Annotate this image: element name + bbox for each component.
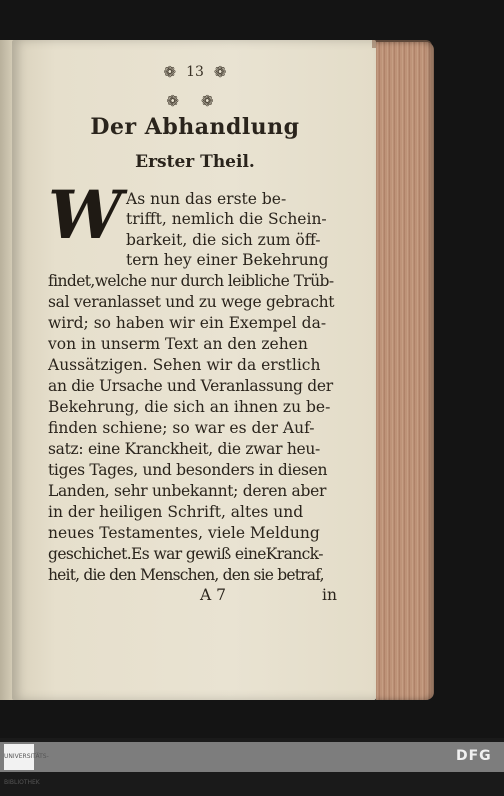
- text-line: Bekehrung, die sich an ihnen zu be-: [48, 398, 331, 416]
- dfg-logo[interactable]: DFG: [456, 748, 492, 764]
- text-line: wird; so haben wir ein Exempel da-: [48, 314, 327, 332]
- ornament-icon: ❁: [163, 63, 177, 81]
- ornament-icon: ❁: [166, 92, 179, 110]
- text-line: in der heiligen Schrift, altes und: [48, 503, 304, 521]
- text-line: Landen, sehr unbekannt; deren aber: [48, 482, 327, 500]
- ornament-icon: ❁: [201, 92, 214, 110]
- text-line: Aussätzigen. Sehen wir da erstlich: [48, 356, 321, 374]
- text-line: As nun das erste be-: [126, 190, 287, 208]
- signature-mark: A 7: [200, 586, 226, 604]
- page-number: 13: [186, 64, 204, 80]
- text-line: finden schiene; so war es der Auf-: [48, 419, 315, 437]
- text-line: findet,welche nur durch leibliche Trüb-: [48, 272, 334, 290]
- text-line: neues Testamentes, viele Meldung: [48, 524, 320, 542]
- text-line: sal veranlasset und zu wege gebracht: [48, 293, 335, 311]
- text-line: an die Ursache und Veranlassung der: [48, 377, 333, 395]
- text-line: tiges Tages, und besonders in diesen: [48, 461, 328, 479]
- text-line: trifft, nemlich die Schein-: [126, 210, 327, 228]
- text-line: tern hey einer Bekehrung: [126, 251, 329, 269]
- viewer-footer: [0, 742, 504, 772]
- text-line: von in unserm Text an den zehen: [48, 335, 308, 353]
- text-line: heit, die den Menschen, den sie betraf,: [48, 566, 324, 584]
- book-fore-edge: [376, 42, 434, 700]
- text-line: barkeit, die sich zum öff-: [126, 231, 321, 249]
- ornament-icon: ❁: [213, 63, 227, 81]
- text-line: satz: eine Kranckheit, die zwar heu-: [48, 440, 320, 458]
- ornament-row: [150, 92, 230, 110]
- drop-capital: W: [48, 176, 123, 254]
- chapter-title: Der Abhandlung: [90, 114, 300, 140]
- page-header: [140, 62, 250, 82]
- section-title: Erster Theil.: [135, 152, 255, 172]
- catchword: in: [322, 586, 337, 604]
- library-logo[interactable]: UNIVERSITÄTS-BIBLIOTHEK: [4, 744, 34, 770]
- text-line: geschichet.Es war gewiß eineKranck-: [48, 545, 323, 563]
